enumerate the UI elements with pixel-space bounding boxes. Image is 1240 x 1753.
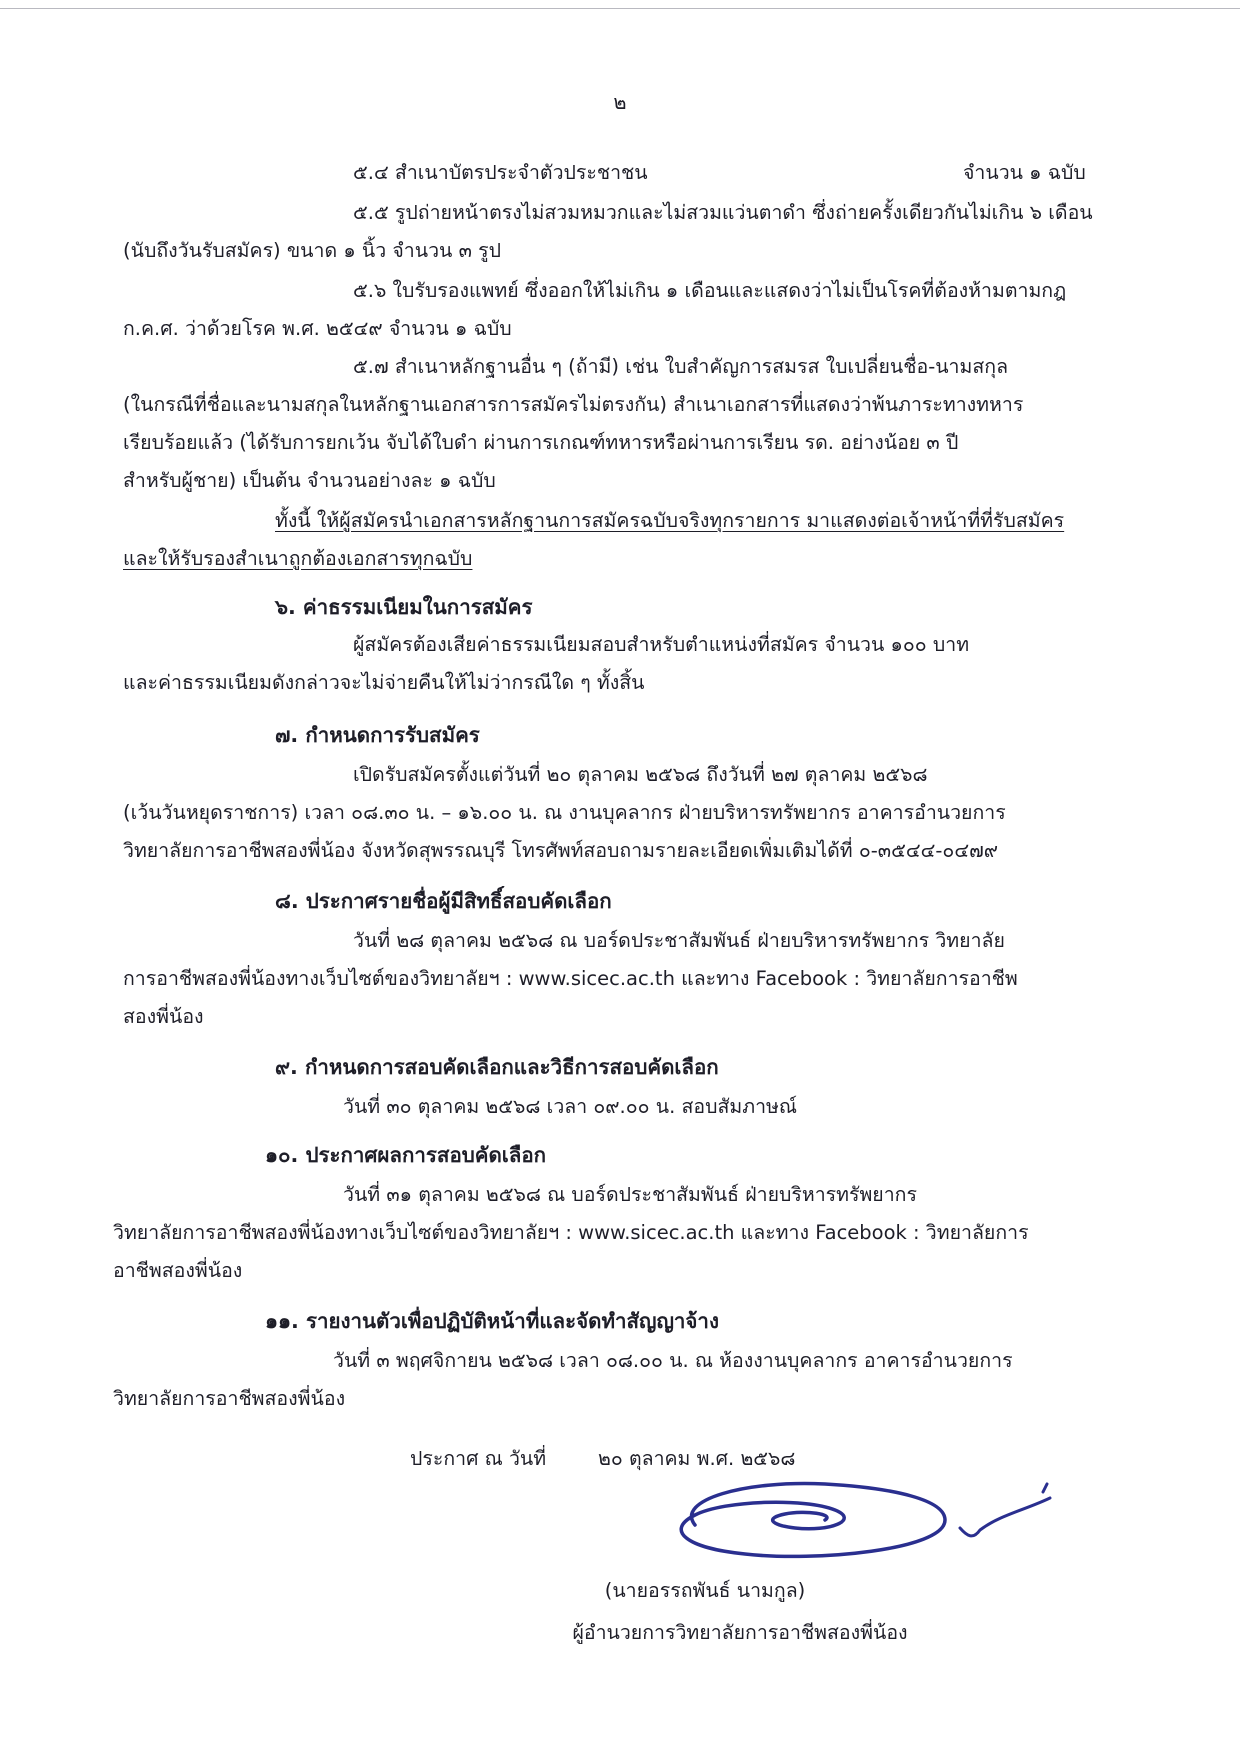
section-6-heading: ๖. ค่าธรรมเนียมในการสมัคร xyxy=(275,595,533,619)
section-8-line3: สองพี่น้อง xyxy=(123,1005,204,1028)
announcement-prefix: ประกาศ ณ วันที่ xyxy=(410,1447,547,1470)
item-5-7-line1: ๕.๗ สำเนาหลักฐานอื่น ๆ (ถ้ามี) เช่น ใบสำคัญการสมรส ใบเปลี่ยนชื่อ-นามสกุล xyxy=(353,355,1009,378)
page-number: ๒ xyxy=(613,90,627,114)
section-10-line3: อาชีพสองพี่น้อง xyxy=(113,1259,243,1282)
section-7-line1: เปิดรับสมัครตั้งแต่วันที่ ๒๐ ตุลาคม ๒๕๖๘ ถึงวันที่ ๒๗ ตุลาคม ๒๕๖๘ xyxy=(353,763,928,786)
note-underlined-line1: ทั้งนี้ ให้ผู้สมัครนำเอกสารหลักฐานการสมัครฉบับจริงทุกรายการ มาแสดงต่อเจ้าหน้าที่ที่รับสมัคร xyxy=(275,509,1065,532)
signatory-name: (นายอรรถพันธ์ นามกูล) xyxy=(604,1579,806,1602)
section-6-line1: ผู้สมัครต้องเสียค่าธรรมเนียมสอบสำหรับตำแหน่งที่สมัคร จำนวน ๑๐๐ บาท xyxy=(353,633,970,656)
section-10-line2: วิทยาลัยการอาชีพสองพี่น้องทางเว็บไซต์ของวิทยาลัยฯ : www.sicec.ac.th และทาง Facebook : วิทยาลัยการ xyxy=(113,1221,1029,1244)
item-5-4-count: จำนวน ๑ ฉบับ xyxy=(963,161,1086,184)
section-9-line1: วันที่ ๓๐ ตุลาคม ๒๕๖๘ เวลา ๐๙.๐๐ น. สอบสัมภาษณ์ xyxy=(343,1095,797,1118)
item-5-5-line1: ๕.๕ รูปถ่ายหน้าตรงไม่สวมหมวกและไม่สวมแว่นตาดำ ซึ่งถ่ายครั้งเดียวกันไม่เกิน ๖ เดือน xyxy=(353,201,1093,224)
item-5-7-line4: สำหรับผู้ชาย) เป็นต้น จำนวนอย่างละ ๑ ฉบับ xyxy=(123,469,496,492)
section-8-heading: ๘. ประกาศรายชื่อผู้มีสิทธิ์สอบคัดเลือก xyxy=(275,889,612,913)
section-7-line3: วิทยาลัยการอาชีพสองพี่น้อง จังหวัดสุพรรณบุรี โทรศัพท์สอบถามรายละเอียดเพิ่มเติมได้ที่ ๐-๓๕๔๔-๐๔๗๙ xyxy=(123,839,999,862)
handwritten-signature xyxy=(655,1470,1055,1570)
item-5-7-line3: เรียบร้อยแล้ว (ได้รับการยกเว้น จับได้ใบดำ ผ่านการเกณฑ์ทหารหรือผ่านการเรียน รด. อย่างน้อย ๓ ปี xyxy=(123,431,959,454)
item-5-4-text: ๕.๔ สำเนาบัตรประจำตัวประชาชน xyxy=(353,161,648,184)
item-5-6-line1: ๕.๖ ใบรับรองแพทย์ ซึ่งออกให้ไม่เกิน ๑ เดือนและแสดงว่าไม่เป็นโรคที่ต้องห้ามตามกฎ xyxy=(353,279,1067,302)
item-5-7-line2: (ในกรณีที่ชื่อและนามสกุลในหลักฐานเอกสารการสมัครไม่ตรงกัน) สำเนาเอกสารที่แสดงว่าพ้นภาระทางทหาร xyxy=(123,393,1024,416)
item-5-5-line2: (นับถึงวันรับสมัคร) ขนาด ๑ นิ้ว จำนวน ๓ รูป xyxy=(123,239,501,262)
note-underlined-line2: และให้รับรองสำเนาถูกต้องเอกสารทุกฉบับ xyxy=(123,547,473,570)
announcement-date: ๒๐ ตุลาคม พ.ศ. ๒๕๖๘ xyxy=(598,1447,796,1470)
section-7-line2: (เว้นวันหยุดราชการ) เวลา ๐๘.๓๐ น. – ๑๖.๐๐ น. ณ งานบุคลากร ฝ่ายบริหารทรัพยากร อาคารอำนวยการ xyxy=(123,801,1006,824)
section-11-line2: วิทยาลัยการอาชีพสองพี่น้อง xyxy=(113,1387,346,1410)
section-11-line1: วันที่ ๓ พฤศจิกายน ๒๕๖๘ เวลา ๐๘.๐๐ น. ณ ห้องงานบุคลากร อาคารอำนวยการ xyxy=(333,1349,1013,1372)
signatory-position: ผู้อำนวยการวิทยาลัยการอาชีพสองพี่น้อง xyxy=(572,1621,908,1644)
section-8-line2: การอาชีพสองพี่น้องทางเว็บไซต์ของวิทยาลัยฯ : www.sicec.ac.th และทาง Facebook : วิทยาลัยการอาชีพ xyxy=(123,967,1018,990)
section-11-heading: ๑๑. รายงานตัวเพื่อปฏิบัติหน้าที่และจัดทำสัญญาจ้าง xyxy=(265,1309,719,1333)
section-10-line1: วันที่ ๓๑ ตุลาคม ๒๕๖๘ ณ บอร์ดประชาสัมพันธ์ ฝ่ายบริหารทรัพยากร xyxy=(343,1183,917,1206)
section-7-heading: ๗. กำหนดการรับสมัคร xyxy=(275,723,480,747)
section-6-line2: และค่าธรรมเนียมดังกล่าวจะไม่จ่ายคืนให้ไม่ว่ากรณีใด ๆ ทั้งสิ้น xyxy=(123,671,645,694)
scan-top-border xyxy=(0,8,1240,9)
section-10-heading: ๑๐. ประกาศผลการสอบคัดเลือก xyxy=(265,1143,547,1167)
section-9-heading: ๙. กำหนดการสอบคัดเลือกและวิธีการสอบคัดเลือก xyxy=(275,1055,719,1079)
section-8-line1: วันที่ ๒๘ ตุลาคม ๒๕๖๘ ณ บอร์ดประชาสัมพันธ์ ฝ่ายบริหารทรัพยากร วิทยาลัย xyxy=(353,929,1005,952)
item-5-6-line2: ก.ค.ศ. ว่าด้วยโรค พ.ศ. ๒๕๔๙ จำนวน ๑ ฉบับ xyxy=(123,317,512,340)
